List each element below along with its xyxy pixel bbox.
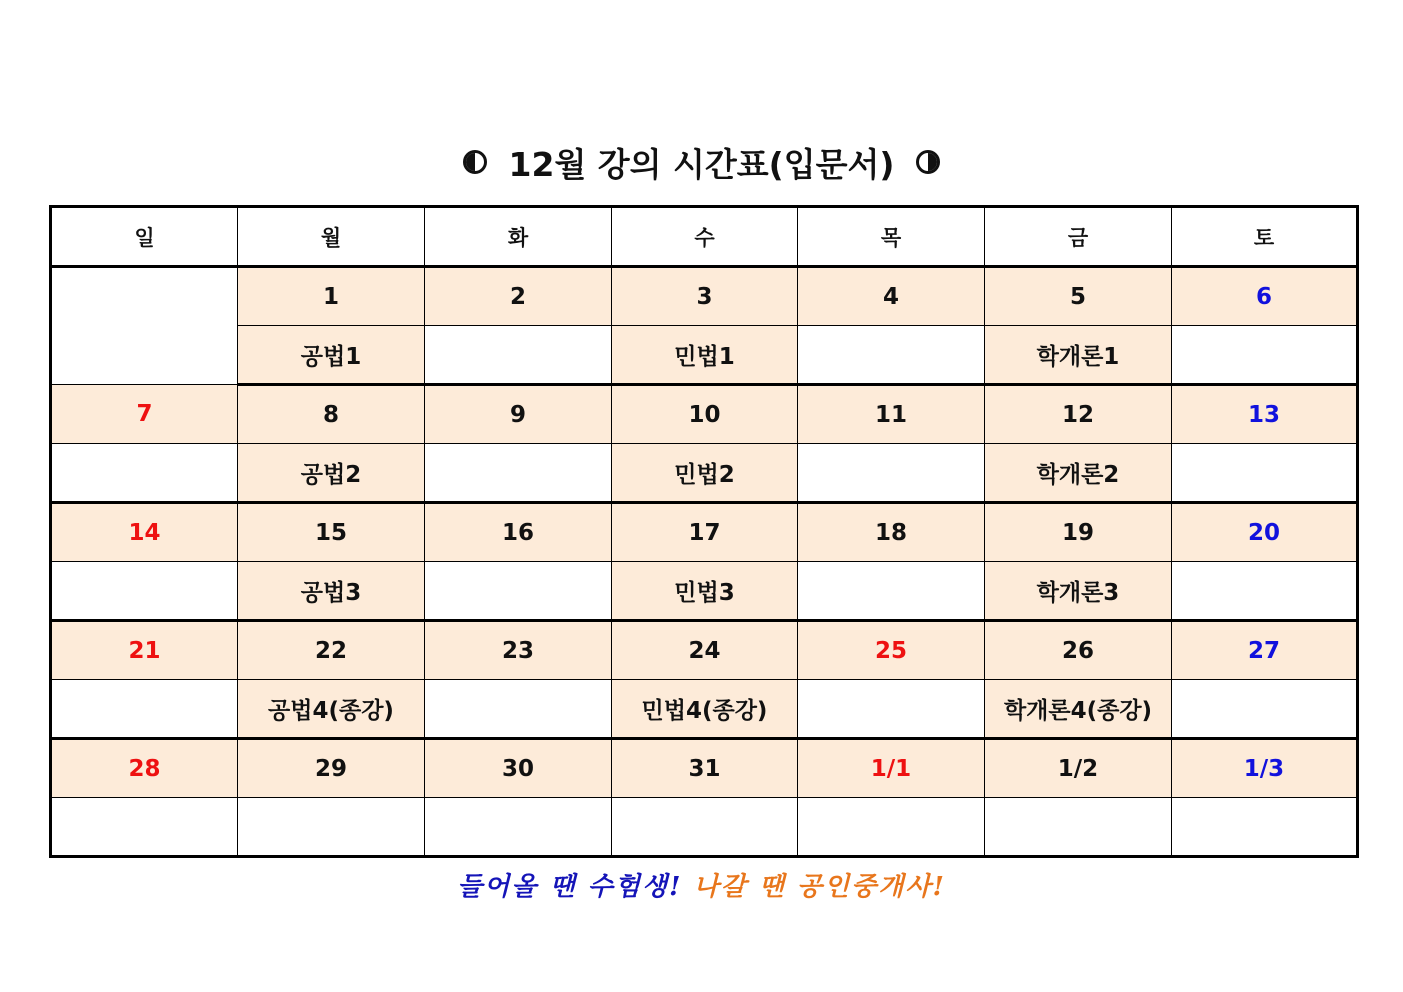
date-row-week-2 bbox=[51, 385, 1358, 444]
date-cell-saturday: 27 bbox=[1172, 621, 1358, 680]
lecture-cell: 민법2 bbox=[612, 444, 798, 503]
date-cell-saturday: 1/3 bbox=[1172, 739, 1358, 798]
lecture-cell: 학개론1 bbox=[985, 326, 1172, 385]
date-cell-saturday: 6 bbox=[1172, 267, 1358, 326]
date-cell: 31 bbox=[612, 739, 798, 798]
date-cell-sunday: 28 bbox=[51, 739, 238, 798]
date-cell: 5 bbox=[985, 267, 1172, 326]
lecture-cell bbox=[1172, 798, 1358, 857]
date-cell: 12 bbox=[985, 385, 1172, 444]
lecture-cell bbox=[798, 798, 985, 857]
lecture-cell bbox=[51, 680, 238, 739]
date-cell: 9 bbox=[425, 385, 612, 444]
lecture-cell bbox=[425, 798, 612, 857]
weekday-sun: 일 bbox=[51, 207, 238, 267]
date-cell: 22 bbox=[238, 621, 425, 680]
slogan bbox=[0, 866, 1403, 912]
lecture-row-week-1 bbox=[51, 326, 1358, 385]
lecture-row-week-5 bbox=[51, 798, 1358, 857]
date-cell-saturday: 20 bbox=[1172, 503, 1358, 562]
lecture-cell bbox=[51, 444, 238, 503]
lecture-cell bbox=[51, 562, 238, 621]
lecture-cell: 학개론4(종강) bbox=[985, 680, 1172, 739]
lecture-cell bbox=[425, 444, 612, 503]
weekday-thu: 목 bbox=[798, 207, 985, 267]
half-circle-left-icon bbox=[463, 150, 487, 174]
date-cell: 4 bbox=[798, 267, 985, 326]
slogan-part-2: 나갈 땐 공인중개사! bbox=[693, 872, 946, 902]
date-cell: 30 bbox=[425, 739, 612, 798]
date-row-week-5 bbox=[51, 739, 1358, 798]
lecture-cell bbox=[1172, 562, 1358, 621]
date-row-week-3 bbox=[51, 503, 1358, 562]
lecture-cell: 학개론2 bbox=[985, 444, 1172, 503]
date-cell: 24 bbox=[612, 621, 798, 680]
lecture-calendar bbox=[49, 205, 1359, 858]
lecture-cell bbox=[798, 562, 985, 621]
date-cell-holiday: 1/1 bbox=[798, 739, 985, 798]
lecture-cell bbox=[612, 798, 798, 857]
lecture-cell bbox=[1172, 444, 1358, 503]
page-title bbox=[0, 136, 1403, 188]
date-cell: 29 bbox=[238, 739, 425, 798]
lecture-cell bbox=[798, 680, 985, 739]
lecture-cell: 공법3 bbox=[238, 562, 425, 621]
date-cell: 1/2 bbox=[985, 739, 1172, 798]
date-cell: 8 bbox=[238, 385, 425, 444]
lecture-cell: 공법4(종강) bbox=[238, 680, 425, 739]
date-cell-holiday: 25 bbox=[798, 621, 985, 680]
lecture-row-week-2 bbox=[51, 444, 1358, 503]
lecture-cell bbox=[798, 326, 985, 385]
date-cell-sunday: 14 bbox=[51, 503, 238, 562]
weekday-mon: 월 bbox=[238, 207, 425, 267]
lecture-cell: 민법4(종강) bbox=[612, 680, 798, 739]
title-text: 12월 강의 시간표(입문서) bbox=[508, 144, 895, 184]
date-cell: 2 bbox=[425, 267, 612, 326]
lecture-cell: 공법2 bbox=[238, 444, 425, 503]
date-cell-sunday: 21 bbox=[51, 621, 238, 680]
date-row-week-1 bbox=[51, 267, 1358, 326]
lecture-cell bbox=[425, 562, 612, 621]
date-cell-saturday: 13 bbox=[1172, 385, 1358, 444]
slogan-part-1: 들어올 땐 수험생! bbox=[457, 872, 683, 902]
date-cell: 18 bbox=[798, 503, 985, 562]
lecture-cell bbox=[1172, 680, 1358, 739]
lecture-cell bbox=[1172, 326, 1358, 385]
lecture-cell bbox=[985, 798, 1172, 857]
weekday-sat: 토 bbox=[1172, 207, 1358, 267]
lecture-cell bbox=[798, 444, 985, 503]
lecture-row-week-4 bbox=[51, 680, 1358, 739]
lecture-cell bbox=[51, 798, 238, 857]
date-cell: 26 bbox=[985, 621, 1172, 680]
date-cell: 16 bbox=[425, 503, 612, 562]
date-cell: 1 bbox=[238, 267, 425, 326]
date-cell: 17 bbox=[612, 503, 798, 562]
lecture-row-week-3 bbox=[51, 562, 1358, 621]
lecture-cell: 학개론3 bbox=[985, 562, 1172, 621]
date-cell-sunday: 7 bbox=[51, 385, 238, 444]
weekday-fri: 금 bbox=[985, 207, 1172, 267]
date-cell: 15 bbox=[238, 503, 425, 562]
date-row-week-4 bbox=[51, 621, 1358, 680]
weekday-header-row bbox=[51, 207, 1358, 267]
lecture-cell bbox=[425, 680, 612, 739]
lecture-cell bbox=[238, 798, 425, 857]
date-cell-empty bbox=[51, 267, 238, 385]
lecture-cell: 민법1 bbox=[612, 326, 798, 385]
date-cell: 23 bbox=[425, 621, 612, 680]
weekday-wed: 수 bbox=[612, 207, 798, 267]
date-cell: 11 bbox=[798, 385, 985, 444]
lecture-cell bbox=[425, 326, 612, 385]
lecture-cell: 공법1 bbox=[238, 326, 425, 385]
date-cell: 10 bbox=[612, 385, 798, 444]
half-circle-right-icon bbox=[916, 150, 940, 174]
date-cell: 3 bbox=[612, 267, 798, 326]
lecture-cell: 민법3 bbox=[612, 562, 798, 621]
date-cell: 19 bbox=[985, 503, 1172, 562]
weekday-tue: 화 bbox=[425, 207, 612, 267]
